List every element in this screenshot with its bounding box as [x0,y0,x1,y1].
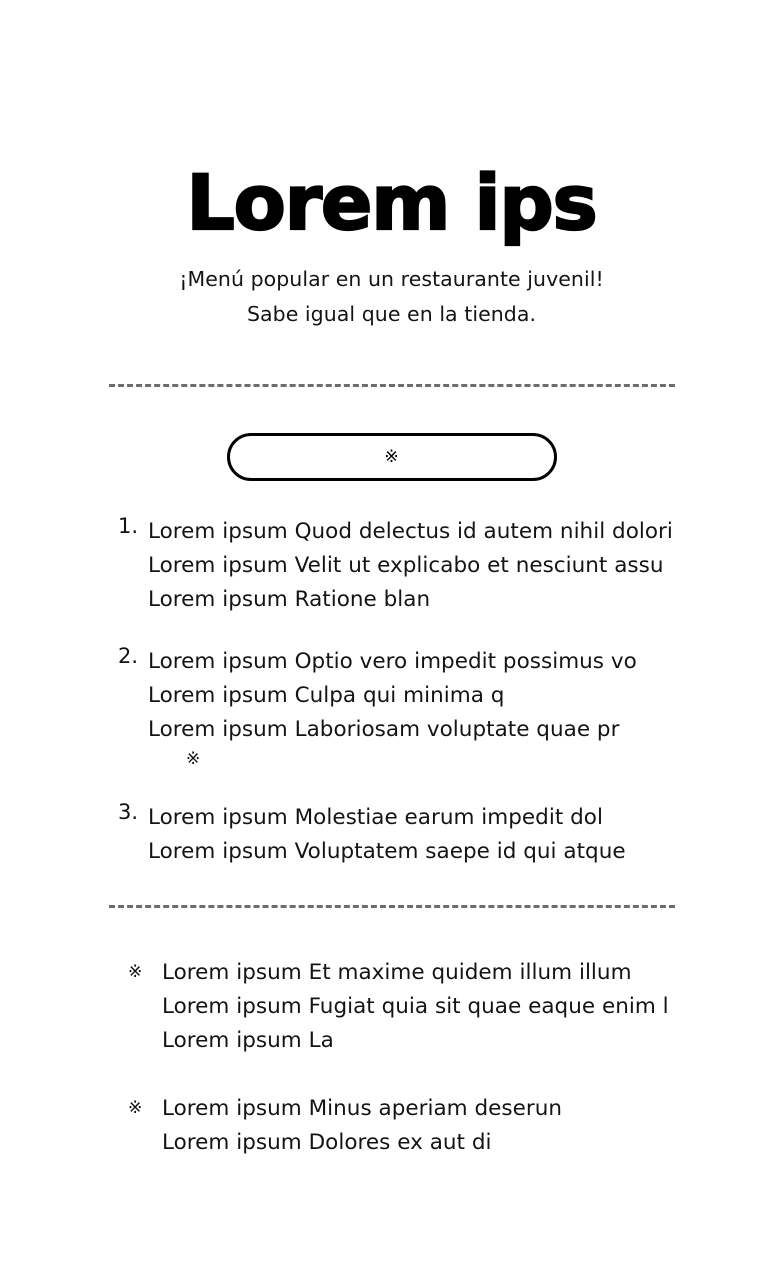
note-item-line: Lorem ipsum Dolores ex aut di [162,1129,492,1155]
reference-mark-icon: ※ [128,961,143,982]
note-item-body [162,1092,743,1160]
note-list [0,956,783,1160]
page-subtitle [0,262,783,333]
list-item [0,801,783,869]
list-item-marker: 1. [118,514,139,539]
list-item [0,1092,783,1160]
list-item-body [148,801,743,869]
note-item-line: Lorem ipsum Minus aperiam deserun [162,1095,563,1121]
list-item [0,515,783,617]
list-item-line: Lorem ipsum Voluptatem saepe id qui atque [148,838,626,864]
note-item-line: Lorem ipsum La [162,1027,334,1053]
divider-bottom [109,905,675,908]
list-item-line: Lorem ipsum Laboriosam voluptate quae pr [148,717,620,743]
subtitle-line-2: Sabe igual que en la tienda. [246,302,537,327]
note-item-line: Lorem ipsum Et maxime quidem illum illum [162,959,632,985]
reference-mark-icon: ※ [128,1097,143,1118]
list-item-marker: 2. [118,644,139,669]
list-item-body [148,515,743,617]
reference-mark-icon: ※ [384,446,399,467]
list-item-line: Lorem ipsum Quod delectus id autem nihil dolori [148,519,673,545]
section-badge[interactable] [227,433,557,481]
divider-top [109,384,675,387]
ordered-menu-list [0,515,783,868]
list-item-body [148,645,743,772]
page-header [0,0,783,332]
list-item [0,645,783,772]
badge-container [0,433,783,481]
note-item-body [162,956,743,1058]
list-item-line: Lorem ipsum Culpa qui minima q [148,683,505,709]
subtitle-line-1: ¡Menú popular en un restaurante juvenil! [179,266,604,291]
list-item [0,956,783,1058]
note-item-line: Lorem ipsum Fugiat quia sit quae eaque enim l [162,993,669,1019]
reference-mark-icon: ※ [186,749,201,770]
list-item-marker: 3. [118,799,139,824]
page-title: Lorem ips [186,158,597,247]
list-item-line: Lorem ipsum Ratione blan [148,587,431,613]
list-item-line: Lorem ipsum Molestiae earum impedit dol [148,804,603,830]
list-item-line: Lorem ipsum Velit ut explicabo et nesciunt assu [148,553,664,579]
list-item-line: Lorem ipsum Optio vero impedit possimus vo [148,649,637,675]
